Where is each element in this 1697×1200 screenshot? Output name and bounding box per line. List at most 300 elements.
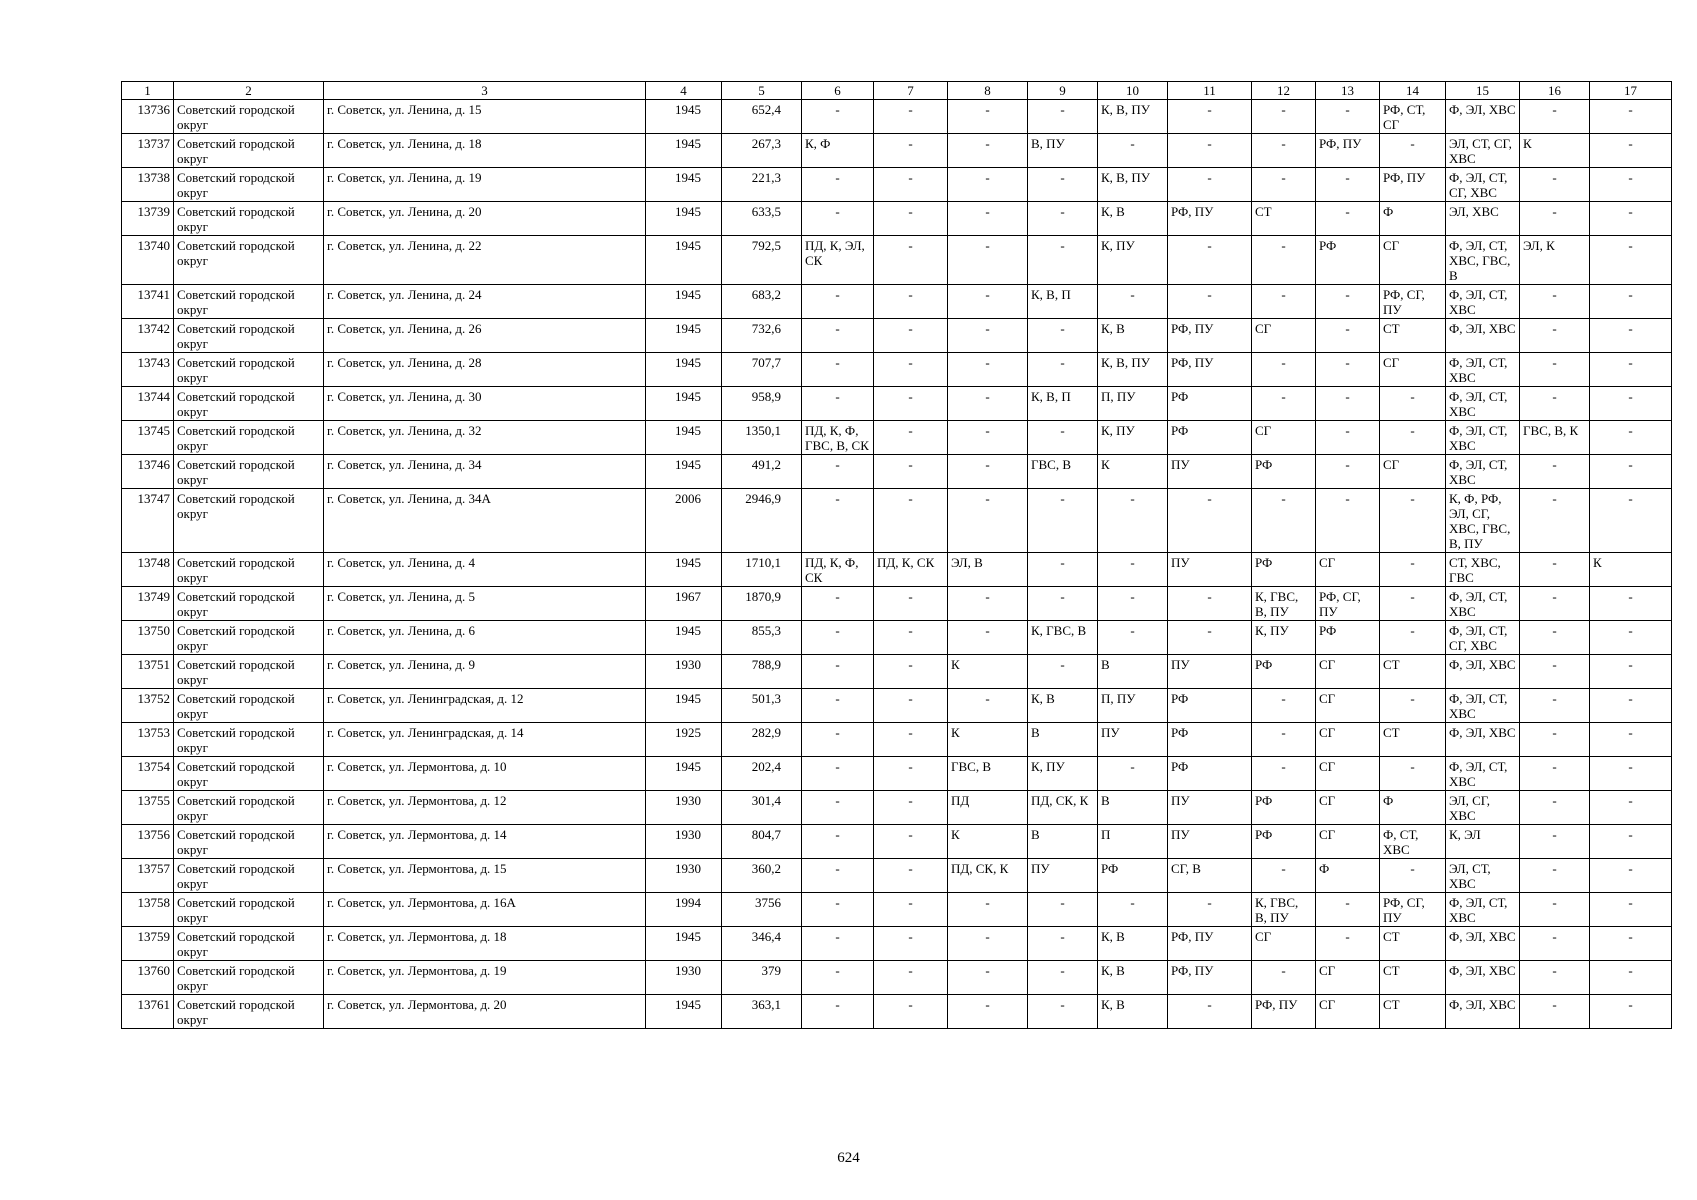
table-cell-col-13: Ф	[1316, 859, 1380, 893]
table-cell-col-2: Советский городской округ	[174, 621, 324, 655]
table-cell-col-13: -	[1316, 285, 1380, 319]
table-cell-col-5: 2946,9	[722, 489, 802, 553]
table-cell-col-15: Ф, ЭЛ, СТ, ХВС	[1446, 455, 1520, 489]
table-cell-col-15: Ф, ЭЛ, ХВС	[1446, 995, 1520, 1029]
table-cell-col-7: -	[874, 995, 948, 1029]
table-cell-col-16: -	[1520, 655, 1590, 689]
table-cell-col-17: -	[1590, 791, 1672, 825]
table-cell-col-9: К, ГВС, В	[1028, 621, 1098, 655]
table-cell-col-8: -	[948, 689, 1028, 723]
table-cell-col-17: -	[1590, 587, 1672, 621]
table-cell-col-1: 13743	[122, 353, 174, 387]
table-cell-col-7: -	[874, 489, 948, 553]
table-cell-col-5: 792,5	[722, 236, 802, 285]
table-cell-col-17: -	[1590, 134, 1672, 168]
table-cell-col-13: -	[1316, 387, 1380, 421]
table-cell-col-2: Советский городской округ	[174, 859, 324, 893]
table-cell-col-13: СГ	[1316, 995, 1380, 1029]
table-cell-col-6: -	[802, 859, 874, 893]
table-cell-col-9: ПУ	[1028, 859, 1098, 893]
table-cell-col-10: К, В, ПУ	[1098, 168, 1168, 202]
table-cell-col-10: П	[1098, 825, 1168, 859]
table-cell-col-13: -	[1316, 100, 1380, 134]
table-row	[122, 893, 1672, 927]
table-cell-col-5: 1710,1	[722, 553, 802, 587]
table-cell-col-2: Советский городской округ	[174, 587, 324, 621]
table-row	[122, 353, 1672, 387]
table-cell-col-8: ГВС, В	[948, 757, 1028, 791]
table-cell-col-7: -	[874, 825, 948, 859]
table-cell-col-7: -	[874, 285, 948, 319]
table-cell-col-8: ЭЛ, В	[948, 553, 1028, 587]
table-cell-col-14: Ф, СТ, ХВС	[1380, 825, 1446, 859]
table-cell-col-3: г. Советск, ул. Ленина, д. 34	[324, 455, 646, 489]
table-cell-col-17: -	[1590, 655, 1672, 689]
table-cell-col-5: 363,1	[722, 995, 802, 1029]
table-cell-col-9: К, В, П	[1028, 387, 1098, 421]
table-cell-col-1: 13737	[122, 134, 174, 168]
table-cell-col-14: -	[1380, 387, 1446, 421]
table-cell-col-2: Советский городской округ	[174, 553, 324, 587]
table-cell-col-15: Ф, ЭЛ, СТ, СГ, ХВС	[1446, 621, 1520, 655]
table-cell-col-3: г. Советск, ул. Лермонтова, д. 20	[324, 995, 646, 1029]
table-cell-col-4: 1945	[646, 553, 722, 587]
table-cell-col-11: СГ, В	[1168, 859, 1252, 893]
table-cell-col-16: -	[1520, 353, 1590, 387]
table-cell-col-8: -	[948, 421, 1028, 455]
table-cell-col-4: 1945	[646, 168, 722, 202]
table-cell-col-4: 1945	[646, 421, 722, 455]
table-cell-col-1: 13738	[122, 168, 174, 202]
table-cell-col-17: -	[1590, 995, 1672, 1029]
table-cell-col-13: -	[1316, 455, 1380, 489]
table-cell-col-6: ПД, К, ЭЛ, СК	[802, 236, 874, 285]
table-cell-col-5: 1350,1	[722, 421, 802, 455]
table-cell-col-2: Советский городской округ	[174, 387, 324, 421]
table-cell-col-7: -	[874, 100, 948, 134]
table-cell-col-2: Советский городской округ	[174, 655, 324, 689]
table-row	[122, 319, 1672, 353]
table-cell-col-12: К, ГВС, В, ПУ	[1252, 587, 1316, 621]
table-cell-col-2: Советский городской округ	[174, 961, 324, 995]
table-cell-col-5: 958,9	[722, 387, 802, 421]
table-cell-col-15: Ф, ЭЛ, ХВС	[1446, 319, 1520, 353]
table-cell-col-17: -	[1590, 353, 1672, 387]
table-cell-col-14: -	[1380, 587, 1446, 621]
table-cell-col-15: Ф, ЭЛ, СТ, ХВС, ГВС, В	[1446, 236, 1520, 285]
table-cell-col-13: СГ	[1316, 825, 1380, 859]
table-cell-col-14: РФ, СТ, СГ	[1380, 100, 1446, 134]
table-cell-col-5: 788,9	[722, 655, 802, 689]
table-cell-col-2: Советский городской округ	[174, 825, 324, 859]
page-number: 624	[837, 1150, 860, 1166]
table-cell-col-3: г. Советск, ул. Лермонтова, д. 15	[324, 859, 646, 893]
table-cell-col-11: -	[1168, 134, 1252, 168]
table-cell-col-16: -	[1520, 825, 1590, 859]
table-cell-col-4: 1930	[646, 859, 722, 893]
table-cell-col-3: г. Советск, ул. Ленина, д. 19	[324, 168, 646, 202]
table-cell-col-7: -	[874, 655, 948, 689]
table-cell-col-7: -	[874, 387, 948, 421]
table-row	[122, 757, 1672, 791]
table-cell-col-15: Ф, ЭЛ, СТ, ХВС	[1446, 587, 1520, 621]
table-cell-col-9: -	[1028, 655, 1098, 689]
table-cell-col-5: 855,3	[722, 621, 802, 655]
table-cell-col-16: К	[1520, 134, 1590, 168]
table-cell-col-11: -	[1168, 489, 1252, 553]
table-cell-col-7: ПД, К, СК	[874, 553, 948, 587]
table-cell-col-4: 1945	[646, 927, 722, 961]
table-cell-col-9: -	[1028, 553, 1098, 587]
table-cell-col-12: -	[1252, 134, 1316, 168]
column-header-4: 4	[646, 82, 722, 100]
table-cell-col-8: -	[948, 236, 1028, 285]
column-header-15: 15	[1446, 82, 1520, 100]
table-cell-col-12: РФ	[1252, 553, 1316, 587]
table-cell-col-16: -	[1520, 859, 1590, 893]
table-cell-col-17: -	[1590, 285, 1672, 319]
table-cell-col-16: -	[1520, 927, 1590, 961]
table-cell-col-13: -	[1316, 202, 1380, 236]
table-cell-col-9: К, В, П	[1028, 285, 1098, 319]
table-cell-col-7: -	[874, 859, 948, 893]
table-cell-col-11: РФ	[1168, 723, 1252, 757]
table-cell-col-12: -	[1252, 961, 1316, 995]
table-cell-col-8: -	[948, 455, 1028, 489]
table-cell-col-12: -	[1252, 100, 1316, 134]
table-cell-col-17: -	[1590, 421, 1672, 455]
table-cell-col-5: 652,4	[722, 100, 802, 134]
table-cell-col-4: 1930	[646, 655, 722, 689]
table-cell-col-12: -	[1252, 859, 1316, 893]
column-header-14: 14	[1380, 82, 1446, 100]
table-cell-col-10: -	[1098, 587, 1168, 621]
table-cell-col-8: -	[948, 961, 1028, 995]
table-cell-col-16: -	[1520, 387, 1590, 421]
table-cell-col-10: -	[1098, 285, 1168, 319]
table-cell-col-13: СГ	[1316, 655, 1380, 689]
table-cell-col-7: -	[874, 757, 948, 791]
table-cell-col-5: 346,4	[722, 927, 802, 961]
table-cell-col-1: 13740	[122, 236, 174, 285]
table-cell-col-11: -	[1168, 236, 1252, 285]
table-cell-col-9: -	[1028, 421, 1098, 455]
table-row	[122, 791, 1672, 825]
column-header-8: 8	[948, 82, 1028, 100]
table-cell-col-1: 13741	[122, 285, 174, 319]
table-cell-col-13: -	[1316, 893, 1380, 927]
table-cell-col-7: -	[874, 723, 948, 757]
table-cell-col-11: -	[1168, 995, 1252, 1029]
table-cell-col-13: РФ	[1316, 621, 1380, 655]
table-cell-col-6: -	[802, 689, 874, 723]
table-cell-col-12: -	[1252, 489, 1316, 553]
table-row	[122, 655, 1672, 689]
table-cell-col-2: Советский городской округ	[174, 353, 324, 387]
table-row	[122, 202, 1672, 236]
table-cell-col-14: -	[1380, 689, 1446, 723]
table-cell-col-14: -	[1380, 134, 1446, 168]
table-row	[122, 387, 1672, 421]
table-cell-col-11: РФ, ПУ	[1168, 319, 1252, 353]
table-row	[122, 489, 1672, 553]
table-cell-col-15: Ф, ЭЛ, СТ, ХВС	[1446, 387, 1520, 421]
housing-table	[121, 81, 1672, 1029]
table-cell-col-8: К	[948, 655, 1028, 689]
table-cell-col-13: РФ, СГ, ПУ	[1316, 587, 1380, 621]
table-cell-col-13: -	[1316, 319, 1380, 353]
table-cell-col-7: -	[874, 319, 948, 353]
table-cell-col-11: ПУ	[1168, 455, 1252, 489]
table-cell-col-14: СТ	[1380, 927, 1446, 961]
table-cell-col-4: 1945	[646, 995, 722, 1029]
table-cell-col-1: 13752	[122, 689, 174, 723]
table-cell-col-16: -	[1520, 553, 1590, 587]
table-cell-col-6: -	[802, 893, 874, 927]
table-cell-col-6: -	[802, 961, 874, 995]
table-cell-col-15: ЭЛ, СТ, ХВС	[1446, 859, 1520, 893]
table-cell-col-9: -	[1028, 995, 1098, 1029]
table-cell-col-8: -	[948, 285, 1028, 319]
table-cell-col-10: К, В	[1098, 202, 1168, 236]
table-cell-col-3: г. Советск, ул. Ленина, д. 34А	[324, 489, 646, 553]
table-cell-col-1: 13747	[122, 489, 174, 553]
table-cell-col-14: СТ	[1380, 961, 1446, 995]
column-header-1: 1	[122, 82, 174, 100]
table-cell-col-5: 301,4	[722, 791, 802, 825]
table-cell-col-14: -	[1380, 859, 1446, 893]
table-cell-col-2: Советский городской округ	[174, 100, 324, 134]
table-cell-col-1: 13761	[122, 995, 174, 1029]
table-cell-col-1: 13760	[122, 961, 174, 995]
table-cell-col-16: -	[1520, 791, 1590, 825]
table-cell-col-5: 360,2	[722, 859, 802, 893]
table-row	[122, 168, 1672, 202]
table-cell-col-8: -	[948, 587, 1028, 621]
table-cell-col-9: -	[1028, 927, 1098, 961]
table-cell-col-9: -	[1028, 587, 1098, 621]
table-cell-col-13: СГ	[1316, 553, 1380, 587]
table-cell-col-12: СТ	[1252, 202, 1316, 236]
table-cell-col-3: г. Советск, ул. Ленина, д. 24	[324, 285, 646, 319]
table-cell-col-15: Ф, ЭЛ, ХВС	[1446, 100, 1520, 134]
table-cell-col-14: Ф	[1380, 791, 1446, 825]
table-cell-col-17: -	[1590, 455, 1672, 489]
table-row	[122, 587, 1672, 621]
column-header-17: 17	[1590, 82, 1672, 100]
table-cell-col-3: г. Советск, ул. Ленина, д. 32	[324, 421, 646, 455]
table-cell-col-4: 1945	[646, 202, 722, 236]
table-cell-col-2: Советский городской округ	[174, 319, 324, 353]
table-row	[122, 455, 1672, 489]
table-cell-col-15: Ф, ЭЛ, СТ, ХВС	[1446, 353, 1520, 387]
table-cell-col-10: К, ПУ	[1098, 236, 1168, 285]
table-cell-col-8: К	[948, 723, 1028, 757]
table-cell-col-2: Советский городской округ	[174, 689, 324, 723]
table-cell-col-12: РФ	[1252, 791, 1316, 825]
table-cell-col-13: СГ	[1316, 757, 1380, 791]
table-cell-col-9: -	[1028, 236, 1098, 285]
table-cell-col-1: 13755	[122, 791, 174, 825]
table-cell-col-5: 491,2	[722, 455, 802, 489]
table-cell-col-10: К, В	[1098, 319, 1168, 353]
table-cell-col-4: 1945	[646, 757, 722, 791]
table-cell-col-4: 1930	[646, 825, 722, 859]
table-cell-col-8: -	[948, 489, 1028, 553]
table-cell-col-10: К, В	[1098, 961, 1168, 995]
table-cell-col-10: П, ПУ	[1098, 387, 1168, 421]
table-cell-col-10: РФ	[1098, 859, 1168, 893]
table-cell-col-6: -	[802, 489, 874, 553]
table-cell-col-16: -	[1520, 995, 1590, 1029]
table-cell-col-3: г. Советск, ул. Ленина, д. 4	[324, 553, 646, 587]
table-cell-col-3: г. Советск, ул. Лермонтова, д. 14	[324, 825, 646, 859]
table-cell-col-17: -	[1590, 489, 1672, 553]
table-cell-col-8: ПД	[948, 791, 1028, 825]
table-cell-col-4: 1945	[646, 319, 722, 353]
table-cell-col-6: К, Ф	[802, 134, 874, 168]
table-cell-col-5: 202,4	[722, 757, 802, 791]
table-cell-col-11: РФ	[1168, 387, 1252, 421]
table-cell-col-6: -	[802, 202, 874, 236]
table-cell-col-3: г. Советск, ул. Ленина, д. 18	[324, 134, 646, 168]
table-cell-col-14: РФ, СГ, ПУ	[1380, 893, 1446, 927]
table-cell-col-15: К, Ф, РФ, ЭЛ, СГ, ХВС, ГВС, В, ПУ	[1446, 489, 1520, 553]
table-cell-col-3: г. Советск, ул. Ленина, д. 5	[324, 587, 646, 621]
table-cell-col-12: РФ	[1252, 455, 1316, 489]
table-cell-col-9: ПД, СК, К	[1028, 791, 1098, 825]
table-cell-col-14: СТ	[1380, 723, 1446, 757]
table-cell-col-8: -	[948, 168, 1028, 202]
table-cell-col-2: Советский городской округ	[174, 236, 324, 285]
table-cell-col-6: -	[802, 587, 874, 621]
table-cell-col-17: -	[1590, 319, 1672, 353]
table-cell-col-13: СГ	[1316, 791, 1380, 825]
table-cell-col-7: -	[874, 689, 948, 723]
table-cell-col-10: К	[1098, 455, 1168, 489]
table-row	[122, 825, 1672, 859]
table-cell-col-10: К, В	[1098, 927, 1168, 961]
column-header-7: 7	[874, 82, 948, 100]
table-cell-col-14: СГ	[1380, 236, 1446, 285]
table-cell-col-3: г. Советск, ул. Ленинградская, д. 14	[324, 723, 646, 757]
table-cell-col-11: -	[1168, 621, 1252, 655]
table-cell-col-16: -	[1520, 489, 1590, 553]
table-cell-col-11: -	[1168, 168, 1252, 202]
table-cell-col-6: -	[802, 455, 874, 489]
table-row	[122, 995, 1672, 1029]
column-header-16: 16	[1520, 82, 1590, 100]
table-cell-col-8: -	[948, 621, 1028, 655]
header-row	[122, 82, 1672, 100]
table-cell-col-2: Советский городской округ	[174, 421, 324, 455]
table-cell-col-15: К, ЭЛ	[1446, 825, 1520, 859]
table-cell-col-3: г. Советск, ул. Лермонтова, д. 10	[324, 757, 646, 791]
table-cell-col-9: -	[1028, 202, 1098, 236]
table-cell-col-14: -	[1380, 757, 1446, 791]
table-row	[122, 621, 1672, 655]
table-cell-col-13: -	[1316, 927, 1380, 961]
table-cell-col-13: РФ	[1316, 236, 1380, 285]
table-cell-col-1: 13751	[122, 655, 174, 689]
table-cell-col-16: -	[1520, 893, 1590, 927]
table-cell-col-9: -	[1028, 961, 1098, 995]
table-body	[122, 100, 1672, 1029]
table-cell-col-5: 683,2	[722, 285, 802, 319]
table-cell-col-3: г. Советск, ул. Ленина, д. 30	[324, 387, 646, 421]
table-cell-col-8: -	[948, 893, 1028, 927]
table-header	[122, 82, 1672, 100]
table-cell-col-7: -	[874, 421, 948, 455]
table-cell-col-15: Ф, ЭЛ, СТ, СГ, ХВС	[1446, 168, 1520, 202]
table-cell-col-15: Ф, ЭЛ, ХВС	[1446, 655, 1520, 689]
table-cell-col-2: Советский городской округ	[174, 927, 324, 961]
table-cell-col-1: 13736	[122, 100, 174, 134]
table-cell-col-4: 2006	[646, 489, 722, 553]
table-cell-col-7: -	[874, 927, 948, 961]
table-cell-col-9: ГВС, В	[1028, 455, 1098, 489]
table-cell-col-8: -	[948, 927, 1028, 961]
column-header-5: 5	[722, 82, 802, 100]
table-cell-col-4: 1930	[646, 961, 722, 995]
table-cell-col-8: -	[948, 319, 1028, 353]
table-cell-col-14: РФ, ПУ	[1380, 168, 1446, 202]
table-cell-col-9: В, ПУ	[1028, 134, 1098, 168]
table-cell-col-6: -	[802, 100, 874, 134]
table-cell-col-2: Советский городской округ	[174, 134, 324, 168]
column-header-2: 2	[174, 82, 324, 100]
table-cell-col-5: 1870,9	[722, 587, 802, 621]
table-cell-col-16: -	[1520, 689, 1590, 723]
table-cell-col-11: РФ, ПУ	[1168, 927, 1252, 961]
table-cell-col-6: -	[802, 387, 874, 421]
table-cell-col-5: 3756	[722, 893, 802, 927]
table-cell-col-12: -	[1252, 387, 1316, 421]
table-cell-col-11: -	[1168, 285, 1252, 319]
table-cell-col-17: К	[1590, 553, 1672, 587]
table-cell-col-11: -	[1168, 100, 1252, 134]
table-cell-col-10: К, В, ПУ	[1098, 100, 1168, 134]
table-cell-col-12: СГ	[1252, 421, 1316, 455]
table-cell-col-5: 282,9	[722, 723, 802, 757]
table-cell-col-17: -	[1590, 236, 1672, 285]
table-cell-col-14: РФ, СГ, ПУ	[1380, 285, 1446, 319]
table-cell-col-12: -	[1252, 723, 1316, 757]
table-cell-col-4: 1945	[646, 621, 722, 655]
table-cell-col-3: г. Советск, ул. Ленина, д. 9	[324, 655, 646, 689]
table-cell-col-15: Ф, ЭЛ, ХВС	[1446, 723, 1520, 757]
table-cell-col-10: -	[1098, 134, 1168, 168]
table-cell-col-4: 1945	[646, 689, 722, 723]
table-cell-col-13: -	[1316, 353, 1380, 387]
table-cell-col-7: -	[874, 587, 948, 621]
table-cell-col-9: -	[1028, 319, 1098, 353]
table-cell-col-3: г. Советск, ул. Ленина, д. 22	[324, 236, 646, 285]
table-row	[122, 961, 1672, 995]
table-cell-col-10: -	[1098, 893, 1168, 927]
table-cell-col-5: 732,6	[722, 319, 802, 353]
table-cell-col-17: -	[1590, 825, 1672, 859]
table-cell-col-12: РФ, ПУ	[1252, 995, 1316, 1029]
table-cell-col-14: -	[1380, 553, 1446, 587]
table-cell-col-17: -	[1590, 100, 1672, 134]
table-cell-col-7: -	[874, 791, 948, 825]
table-row	[122, 689, 1672, 723]
table-cell-col-16: -	[1520, 757, 1590, 791]
column-header-13: 13	[1316, 82, 1380, 100]
table-cell-col-7: -	[874, 236, 948, 285]
table-cell-col-7: -	[874, 353, 948, 387]
